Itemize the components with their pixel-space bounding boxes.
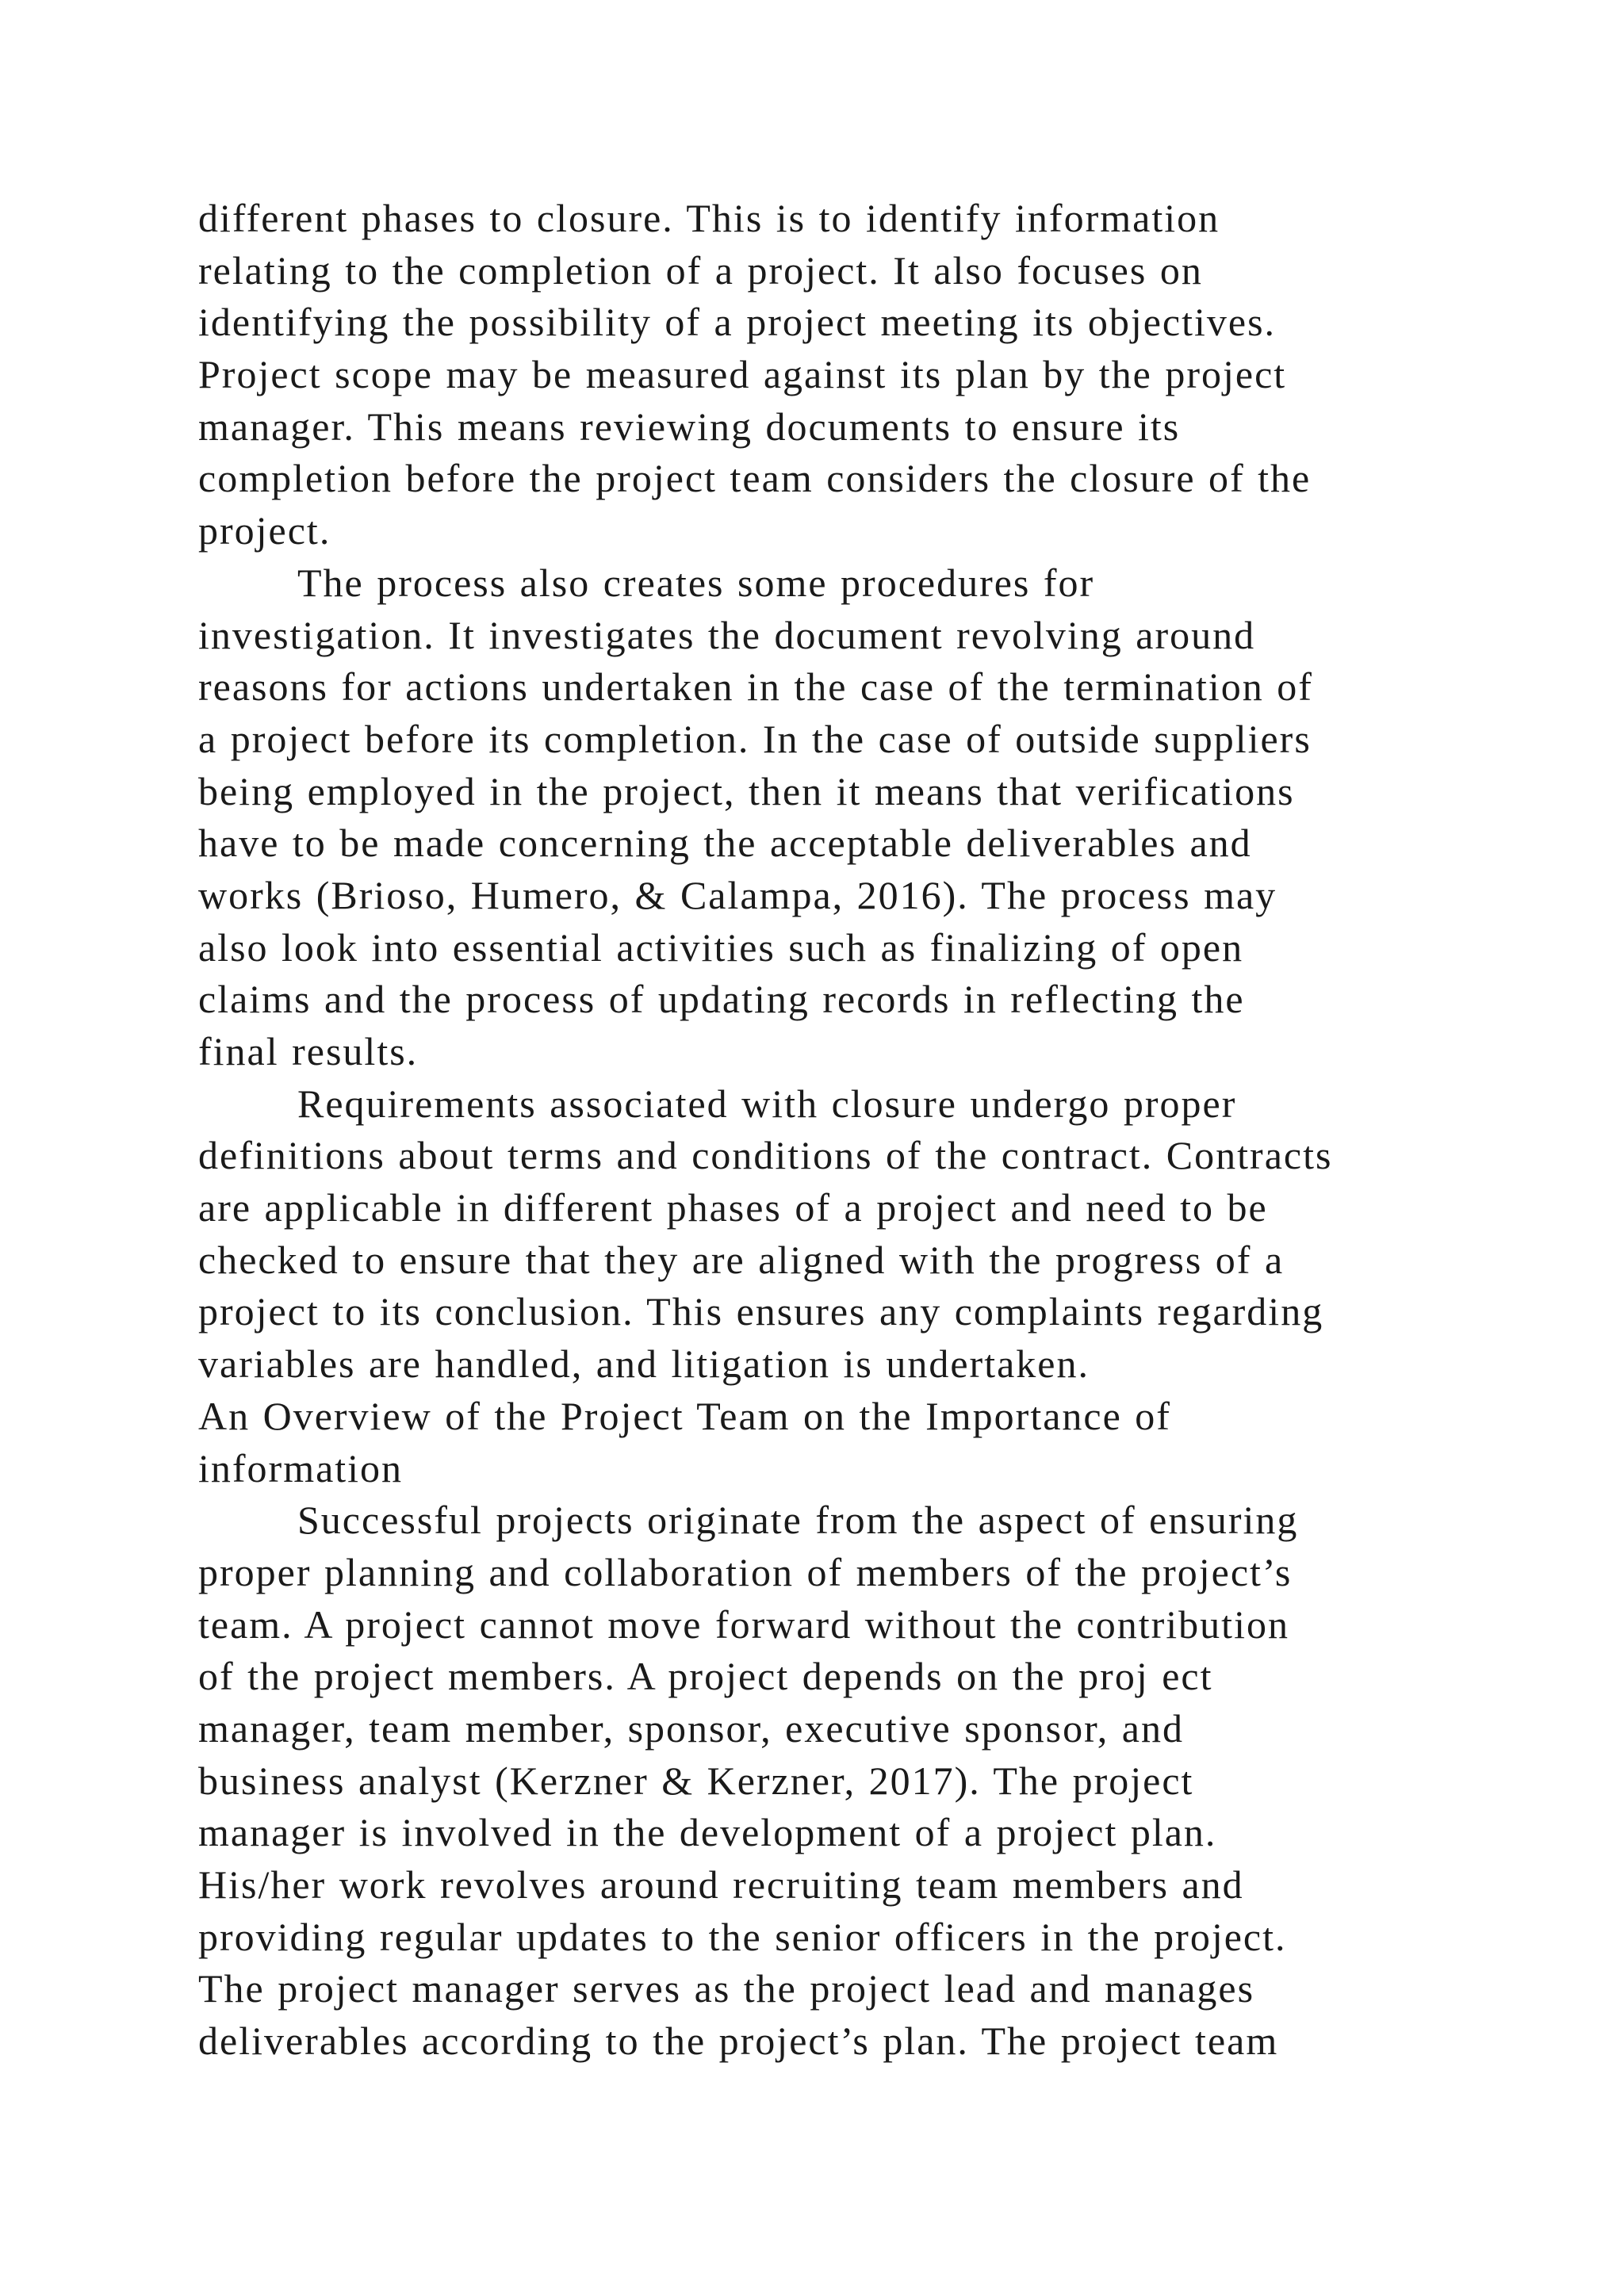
text-line: variables are handled, and litigation is undertaken.	[198, 1341, 1090, 1387]
text-line: definitions about terms and conditions of the contract. Contracts	[198, 1133, 1333, 1178]
text-line: manager is involved in the development of a project plan.	[198, 1810, 1217, 1855]
body-text	[198, 193, 1507, 2068]
text-line: also look into essential activities such as finalizing of open	[198, 924, 1244, 970]
text-line: project.	[198, 508, 331, 553]
text-line: completion before the project team considers the closure of the	[198, 456, 1312, 501]
text-line: providing regular updates to the senior officers in the project.	[198, 1914, 1287, 1959]
text-line: The project manager serves as the project lead and manages	[198, 1966, 1255, 2011]
text-line: of the project members. A project depends on the proj ect	[198, 1654, 1213, 1699]
text-line: team. A project cannot move forward without the contribution	[198, 1601, 1289, 1647]
text-line: An Overview of the Project Team on the Importance of	[198, 1393, 1171, 1438]
text-line: proper planning and collaboration of members of the project’s	[198, 1549, 1293, 1594]
text-line: His/her work revolves around recruiting team members and	[198, 1862, 1244, 1907]
text-line: identifying the possibility of a project meeting its objectives.	[198, 300, 1277, 345]
text-line: manager. This means reviewing documents to ensure its	[198, 404, 1181, 449]
text-line: Requirements associated with closure undergo proper	[297, 1081, 1237, 1126]
text-line: business analyst (Kerzner & Kerzner, 2017). The project	[198, 1758, 1194, 1803]
text-line: investigation. It investigates the document revolving around	[198, 612, 1256, 657]
text-line: claims and the process of updating records in reflecting the	[198, 977, 1245, 1022]
text-line: final results.	[198, 1029, 419, 1073]
text-line: being employed in the project, then it means that verifications	[198, 768, 1295, 813]
text-line: The process also creates some procedures for	[297, 560, 1095, 605]
text-line: project to its conclusion. This ensures any complaints regarding	[198, 1289, 1324, 1334]
text-line: Project scope may be measured against its plan by the project	[198, 352, 1287, 397]
text-line: different phases to closure. This is to identify information	[198, 196, 1220, 240]
text-line: are applicable in different phases of a project and need to be	[198, 1185, 1268, 1230]
text-line: Successful projects originate from the aspect of ensuring	[297, 1498, 1299, 1543]
text-line: deliverables according to the project’s plan. The project team	[198, 2019, 1279, 2064]
text-line: reasons for actions undertaken in the case of the termination of	[198, 664, 1313, 710]
text-line: information	[198, 1445, 404, 1490]
text-line: a project before its completion. In the case of outside suppliers	[198, 716, 1312, 761]
text-line: have to be made concerning the acceptable deliverables and	[198, 821, 1252, 866]
text-line: relating to the completion of a project. It also focuses on	[198, 247, 1203, 293]
text-line: works (Brioso, Humero, & Calampa, 2016). The process may	[198, 872, 1277, 917]
text-line: manager, team member, sponsor, executive sponsor, and	[198, 1705, 1184, 1751]
text-line: checked to ensure that they are aligned with the progress of a	[198, 1237, 1285, 1282]
